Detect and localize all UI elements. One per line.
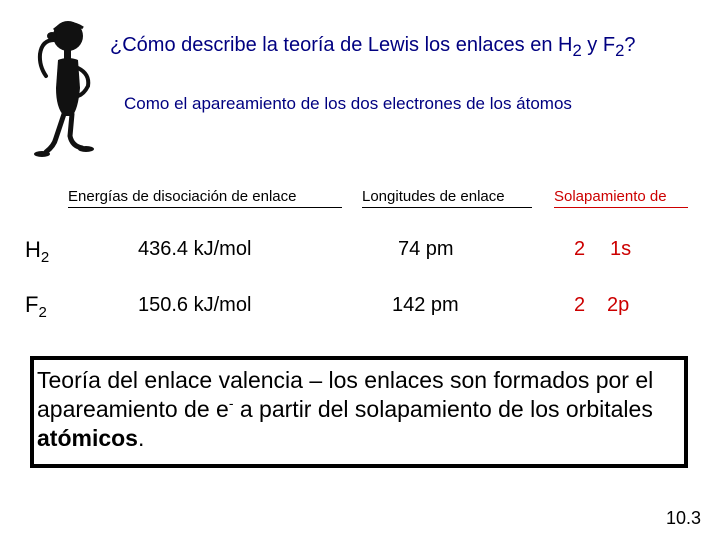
row-f2-length: 142 pm: [392, 294, 459, 316]
row-f2-energy: 150.6 kJ/mol: [138, 294, 252, 316]
row-h2-length: 74 pm: [398, 238, 454, 260]
row-h2-molecule: $H_2$: [25, 237, 50, 266]
header-overlap: Solapamiento de: [554, 188, 667, 205]
thinking-figure-icon: [28, 18, 108, 160]
row-h2-energy: 436.4 kJ/mol: [138, 238, 252, 260]
header-length-underline: [362, 207, 532, 208]
header-length: Longitudes de enlace: [362, 188, 505, 205]
slide-question: ¿Cómo describe la teoría de Lewis los enlaces en $H_2$ y $F_2$?: [110, 34, 636, 60]
header-energy: Energías de disociación de enlace: [68, 188, 297, 205]
slide-number: 10.3: [666, 508, 702, 528]
summary-text: Teoría del enlace valencia – los enlaces son formados por el apareamiento de e- a partir del solapamiento de los orbitales atómicos.: [37, 367, 654, 451]
row-h2-overlap-count: 2: [574, 238, 586, 260]
header-overlap-underline: [554, 207, 688, 208]
row-h2-overlap-orbital: 1s: [610, 238, 632, 260]
summary-bold-word: atómicos: [37, 425, 138, 451]
slide-answer: Como el apareamiento de los dos electrones de los átomos: [124, 94, 572, 113]
row-f2-overlap-orbital: 2p: [607, 294, 630, 316]
electron-superscript: -: [228, 395, 234, 411]
row-f2-molecule: $F_2$: [25, 292, 47, 321]
question-subscript-2: 2: [615, 41, 625, 60]
question-subscript-1: 2: [572, 41, 582, 60]
header-energy-underline: [68, 207, 342, 208]
row-f2-overlap-count: 2: [574, 294, 586, 316]
